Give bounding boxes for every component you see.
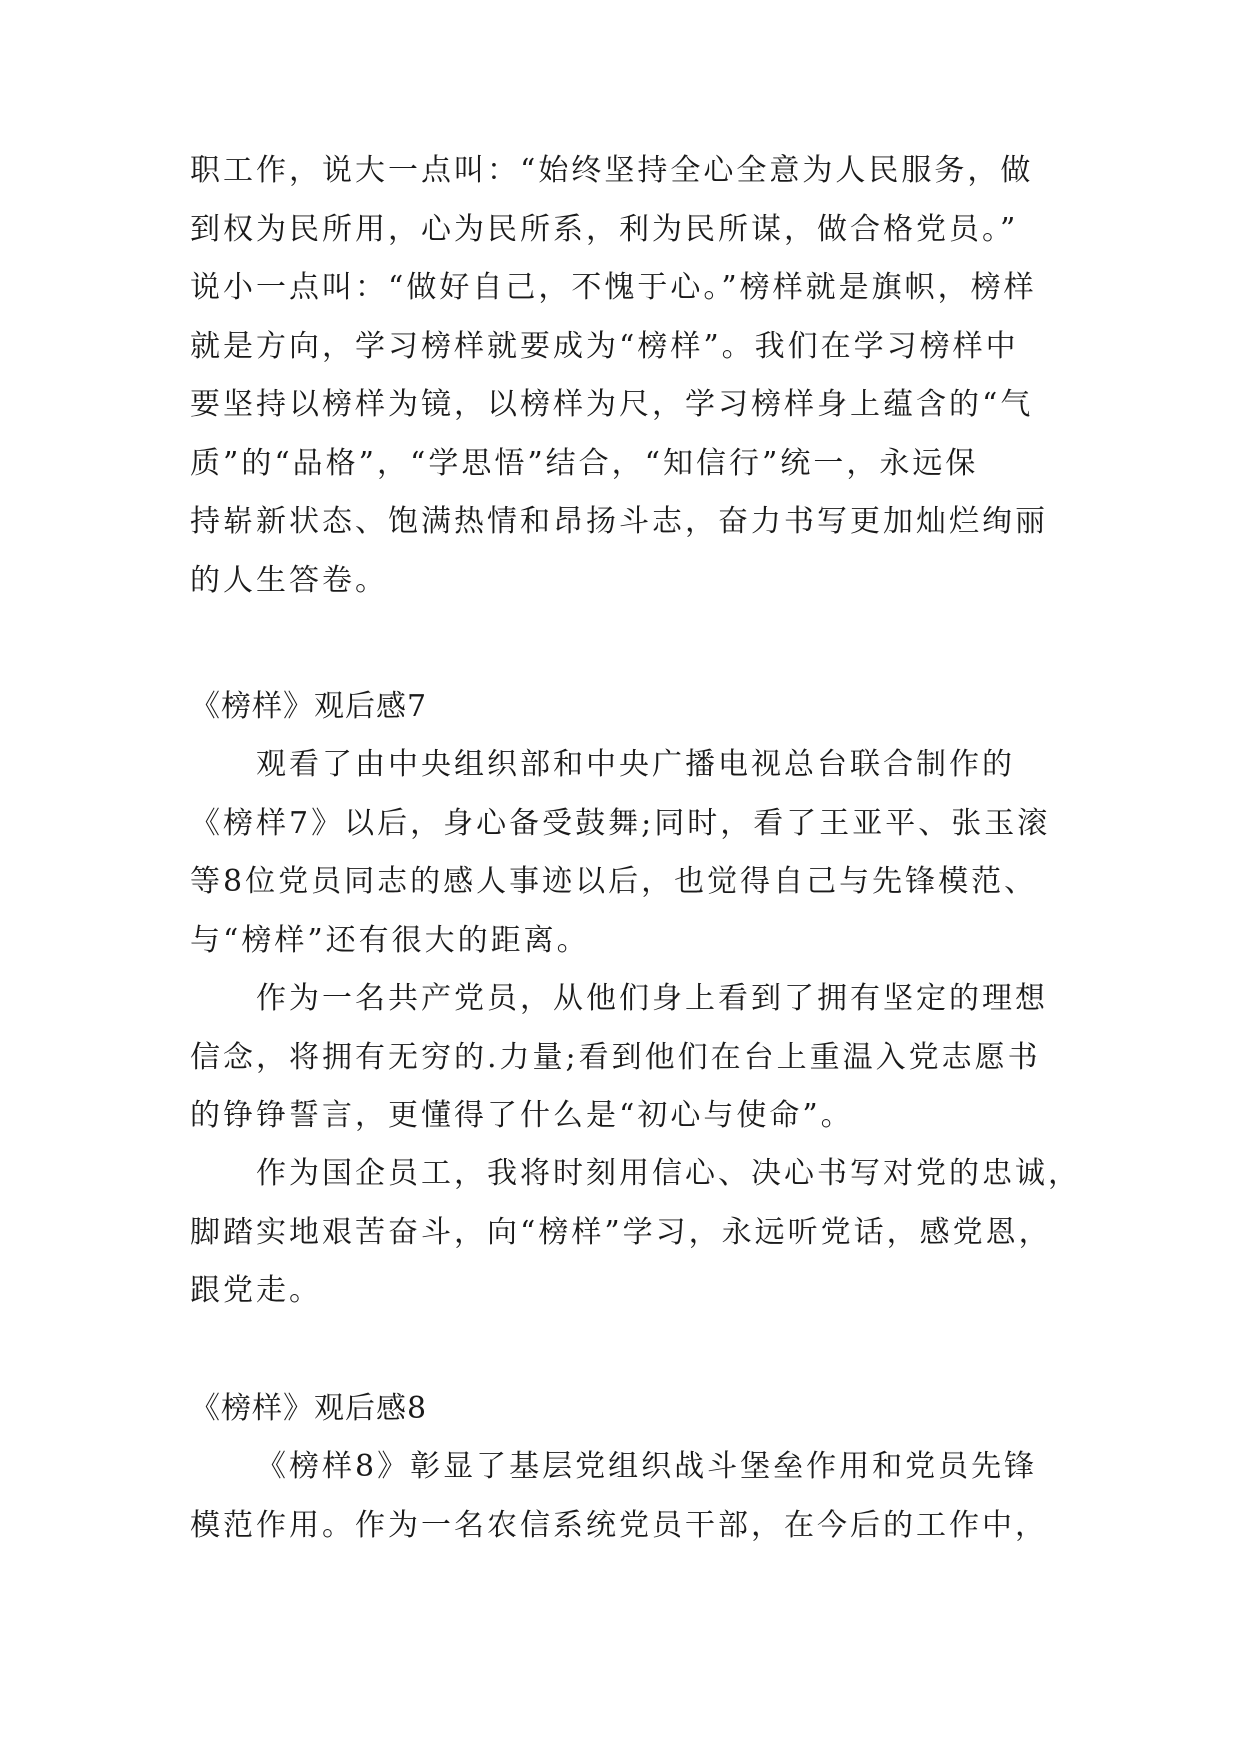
text-line: 观看了由中央组织部和中央广播电视总台联合制作的 xyxy=(256,747,1015,782)
text-line: 质”的“品格”，“学思悟”结合，“知信行”统一，永远保 xyxy=(190,445,979,481)
text-line: 的铮铮誓言，更懂得了什么是“初心与使命”。 xyxy=(190,1098,854,1133)
paragraph-7-2 xyxy=(190,970,1060,1146)
text-line: 到权为民所用，心为民所系，利为民所谋，做合格党员。” xyxy=(190,211,1019,247)
text-line: 模范作用。作为一名农信系统党员干部，在今后的工作中， xyxy=(190,1507,1048,1543)
paragraph-previous-section xyxy=(190,142,1060,610)
text-line: 持崭新状态、饱满热情和昂扬斗志，奋力书写更加灿烂绚丽 xyxy=(190,504,1048,539)
paragraph-8-1 xyxy=(190,1438,1060,1555)
section-heading-7: 《榜样》观后感7 xyxy=(190,689,428,724)
text-line: 作为一名共产党员，从他们身上看到了拥有坚定的理想 xyxy=(256,981,1048,1016)
text-line: 与“榜样”还有很大的距离。 xyxy=(190,922,590,958)
paragraph-7-1 xyxy=(190,736,1060,970)
text-line: 跟党走。 xyxy=(190,1273,322,1308)
paragraph-7-3 xyxy=(190,1145,1081,1321)
text-line: 就是方向，学习榜样就要成为“榜样”。我们在学习榜样中 xyxy=(190,328,1019,364)
text-line: 作为国企员工，我将时刻用信心、决心书写对党的忠诚， xyxy=(256,1156,1081,1191)
text-line: 的人生答卷。 xyxy=(190,562,388,598)
section-heading-8: 《榜样》观后感8 xyxy=(190,1391,428,1426)
text-line: 《榜样7》以后，身心备受鼓舞;同时，看了王亚平、张玉滚 xyxy=(190,805,1051,841)
text-line: 职工作，说大一点叫：“始终坚持全心全意为人民服务，做 xyxy=(190,153,1034,188)
text-line: 等8位党员同志的感人事迹以后，也觉得自己与先锋模范、 xyxy=(190,864,1038,899)
text-line: 脚踏实地艰苦奋斗，向“榜样”学习，永远听党话，感党恩， xyxy=(190,1214,1052,1250)
text-line: 要坚持以榜样为镜，以榜样为尺，学习榜样身上蕴含的“气 xyxy=(190,387,1034,422)
text-line: 信念，将拥有无穷的.力量;看到他们在台上重温入党志愿书 xyxy=(190,1039,1041,1075)
text-line: 说小一点叫：“做好自己，不愧于心。”榜样就是旗帜，榜样 xyxy=(190,270,1037,305)
text-line: 《榜样8》彰显了基层党组织战斗堡垒作用和党员先锋 xyxy=(256,1449,1038,1484)
